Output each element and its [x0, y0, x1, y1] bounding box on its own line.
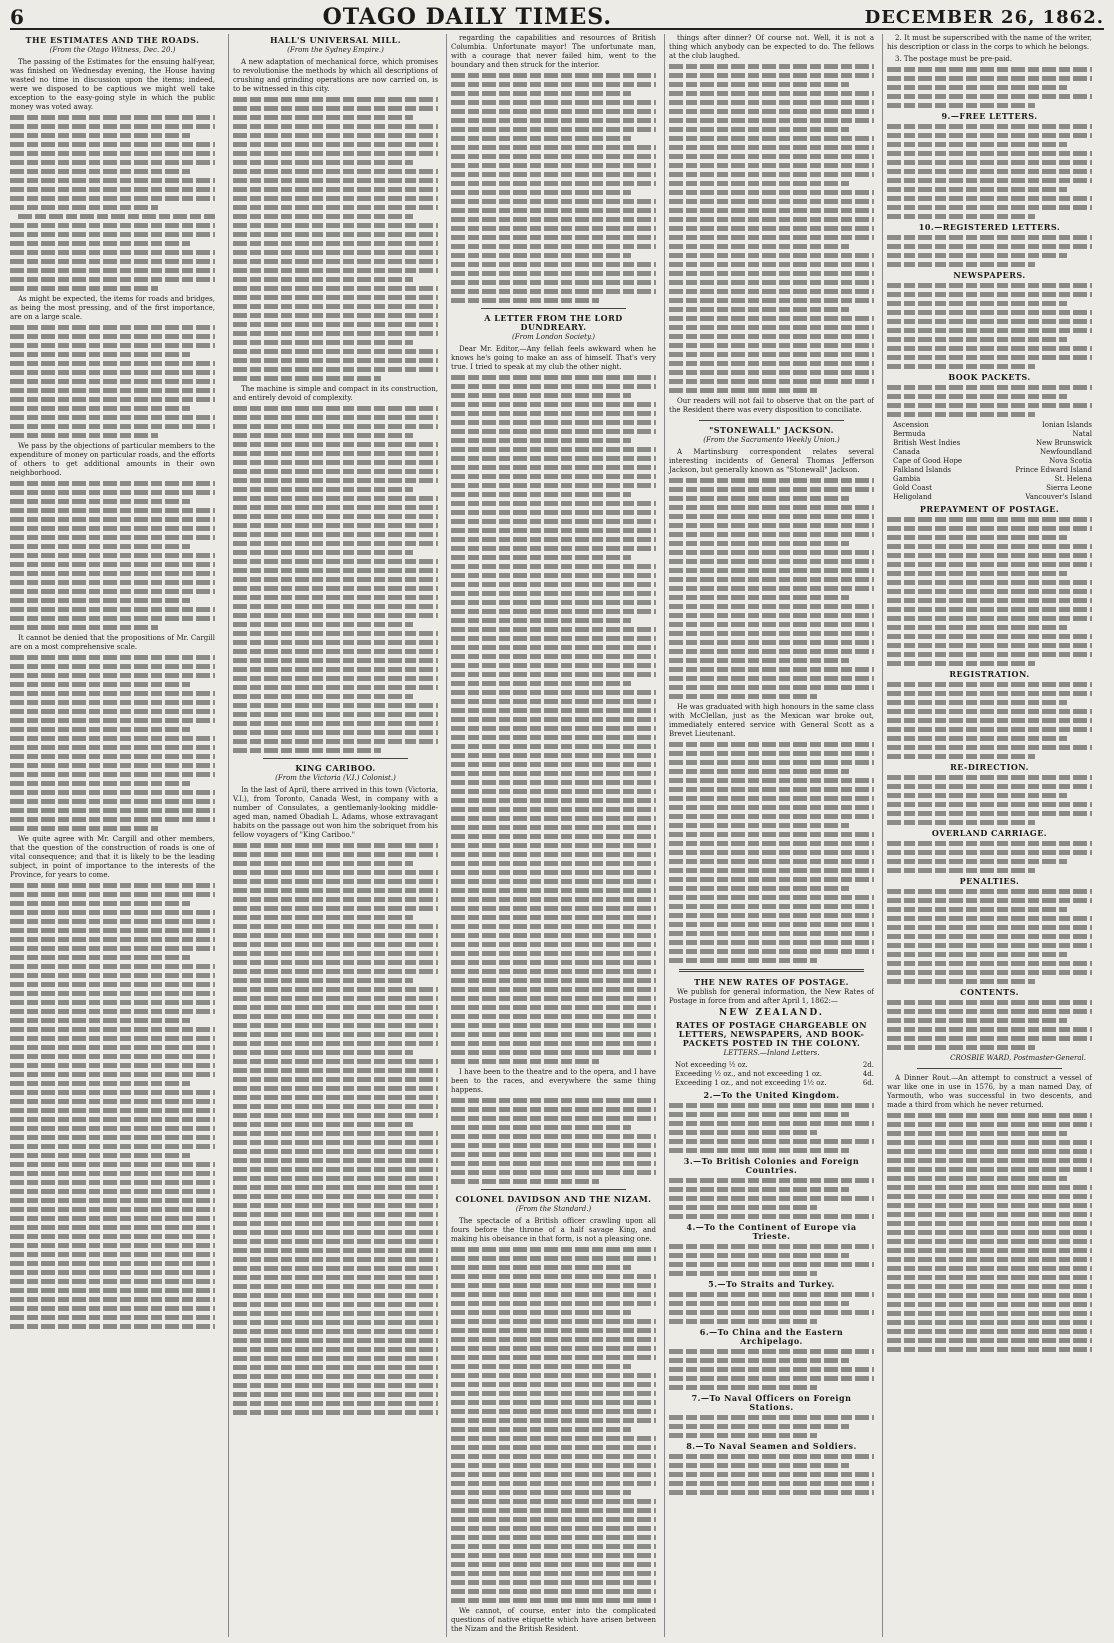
- article-heading-dundreary: A LETTER FROM THE LORD DUNDREARY.: [484, 313, 623, 332]
- section-heading: REGISTRATION.: [949, 669, 1030, 679]
- destination-pair: Ascension Ionian Islands: [893, 421, 1092, 429]
- article-heading-estimates: THE ESTIMATES AND THE ROADS.: [25, 35, 200, 45]
- section-heading: CONTENTS.: [960, 987, 1019, 997]
- destination-pair: Cape of Good Hope Nova Scotia: [893, 457, 1092, 465]
- rates-section: 2.—To the United Kingdom.: [703, 1090, 840, 1100]
- text-block: [669, 1244, 874, 1276]
- section-heading: 9.—FREE LETTERS.: [941, 111, 1038, 121]
- issue-date: DECEMBER 26, 1862.: [864, 6, 1104, 28]
- rate-row: Not exceeding ½ oz. 2d.: [675, 1061, 874, 1069]
- text-block: [451, 73, 656, 303]
- column-4: [664, 34, 874, 1637]
- paragraph: As might be expected, the items for roads and bridges, as being the most pressing, and of the first importance, are on a large scale.: [10, 295, 215, 321]
- text-block: [451, 375, 656, 1064]
- paragraph: A Dinner Rout.—An attempt to construct a vessel of war like one in use in 1576, by a man named Day, of Yarmouth, who was successful in two descents, and made a third from which he never returned.: [887, 1074, 1092, 1109]
- paragraph: regarding the capabilities and resources of British Columbia. Unfortunate mayor! The unfortunate man, with a courage that never failed him, went to the boundary and then struck for the interior.: [451, 34, 656, 69]
- paragraph: The machine is simple and compact in its construction, and entirely devoid of complexity.: [233, 385, 438, 402]
- text-block: [887, 1000, 1092, 1050]
- divider: [679, 969, 864, 972]
- paragraph: Dear Mr. Editor,—Any fellah feels awkward when he knows he's going to make an ass of himself. That's very true. I tried to speak at my club the other night.: [451, 345, 656, 371]
- text-block: [887, 841, 1092, 873]
- column-2: [228, 34, 438, 1637]
- destination-pair: Canada Newfoundland: [893, 448, 1092, 456]
- article-source: (From the Victoria (V.I.) Colonist.): [275, 774, 396, 782]
- text-block: [887, 67, 1092, 108]
- paragraph: 2. It must be superscribed with the name of the writer, his description or class in the corps to which he belongs.: [887, 34, 1092, 51]
- rate-row: Exceeding ½ oz., and not exceeding 1 oz. 4d.: [675, 1070, 874, 1078]
- paragraph: In the last of April, there arrived in this town (Victoria, V.I.), from Toronto, Canada West, in company with a number of Consulates, a gentlemanly-looking middle-aged man, named Obadiah L. Adams, whose extravagant habits on the passage out won him the sobriquet from his fellow voyagers of "King Cariboo.": [233, 786, 438, 839]
- text-block: [669, 1349, 874, 1390]
- divider: [481, 1189, 626, 1190]
- text-block: [10, 481, 215, 630]
- text-block: [669, 1454, 874, 1495]
- text-block: [887, 283, 1092, 369]
- destination-pair: Gold Coast Sierra Leone: [893, 484, 1092, 492]
- section-heading: BOOK PACKETS.: [948, 372, 1031, 382]
- text-block: [669, 1103, 874, 1153]
- divider: [263, 758, 408, 759]
- text-block: [887, 517, 1092, 666]
- text-block: [669, 1415, 874, 1438]
- paragraph: We cannot, of course, enter into the complicated questions of native etiquette which have arisen between the Nizam and the British Resident.: [451, 1607, 656, 1633]
- article-heading-davidson-nizam: COLONEL DAVIDSON AND THE NIZAM.: [455, 1194, 652, 1204]
- article-heading-postage-rates: THE NEW RATES OF POSTAGE.: [694, 977, 849, 987]
- column-1: [10, 34, 215, 1637]
- text-block: [10, 883, 215, 1329]
- section-heading: PREPAYMENT OF POSTAGE.: [919, 504, 1060, 514]
- paragraph: A new adaptation of mechanical force, which promises to revolutionise the methods by which all descriptions of crushing and grinding operations are now carried on, is to be witnessed in this city.: [233, 58, 438, 93]
- paragraph: 3. The postage must be pre-paid.: [895, 55, 1013, 63]
- text-block: [10, 325, 215, 438]
- article-heading-stonewall-jackson: "STONEWALL" JACKSON.: [709, 425, 834, 435]
- postmaster-signature: CROSBIE WARD, Postmaster-General.: [950, 1054, 1086, 1062]
- divider: [481, 308, 626, 309]
- rates-section: 7.—To Naval Officers on Foreign Stations.: [691, 1393, 852, 1412]
- text-block: [887, 682, 1092, 759]
- text-block: [887, 124, 1092, 219]
- section-heading: PENALTIES.: [959, 876, 1020, 886]
- text-block: [669, 1178, 874, 1219]
- divider: [917, 1068, 1062, 1069]
- paragraph: The spectacle of a British officer crawling upon all fours before the throne of a half savage King, and making his obeisance in that form, is not a pleasing one.: [451, 1217, 656, 1243]
- destination-pair: Bermuda Natal: [893, 430, 1092, 438]
- text-block: [10, 115, 215, 291]
- book-packet-destinations: [893, 421, 1092, 502]
- text-block: [887, 889, 1092, 984]
- rates-section: 6.—To China and the Eastern Archipelago.: [699, 1327, 844, 1346]
- rates-subheading: LETTERS.—Inland Letters.: [723, 1049, 820, 1057]
- columns: [10, 34, 1104, 1637]
- section-heading-new-zealand: NEW ZEALAND.: [719, 1008, 824, 1018]
- article-source: (From the Standard.): [515, 1205, 592, 1213]
- rates-section: 5.—To Straits and Turkey.: [708, 1279, 835, 1289]
- page-number: 6: [10, 5, 24, 29]
- rates-section: 4.—To the Continent of Europe via Trieste.: [686, 1222, 857, 1241]
- text-block: [669, 742, 874, 963]
- text-block: [669, 1292, 874, 1324]
- text-block: [233, 843, 438, 1415]
- paragraph: He was graduated with high honours in the same class with McClellan, just as the Mexican war broke out, immediately entered service with General Scott as a Brevet Lieutenant.: [669, 703, 874, 738]
- article-heading-king-cariboo: KING CARIBOO.: [295, 763, 376, 773]
- paragraph: The passing of the Estimates for the ensuing half-year, was finished on Wednesday evening, the House having wasted no time in discussion upon the items; indeed, were we disposed to be captious we might well take exception to the easy-going style in which the public money was voted away.: [10, 58, 215, 111]
- paragraph: I have been to the theatre and to the opera, and I have been to the races, and everywhere the same thing happens.: [451, 1068, 656, 1094]
- text-block: [669, 478, 874, 699]
- text-block: [887, 385, 1092, 417]
- masthead: [10, 6, 1104, 30]
- column-5: [882, 34, 1092, 1637]
- paragraph: We pass by the objections of particular members to the expenditure of money on particular roads, and the efforts of others to get additional amounts in their own neighborhood.: [10, 442, 215, 477]
- rates-section: 3.—To British Colonies and Foreign Countries.: [683, 1156, 860, 1175]
- article-source: (From the Sacramento Weekly Union.): [703, 436, 840, 444]
- section-heading: OVERLAND CARRIAGE.: [931, 828, 1048, 838]
- rates-section: 8.—To Naval Seamen and Soldiers.: [686, 1441, 857, 1451]
- text-block: [233, 97, 438, 381]
- section-heading: RE-DIRECTION.: [950, 762, 1029, 772]
- column-3: [446, 34, 656, 1637]
- section-heading: 10.—REGISTERED LETTERS.: [918, 222, 1061, 232]
- section-heading: NEWSPAPERS.: [953, 270, 1026, 280]
- destination-pair: Falkland Islands Prince Edward Island: [893, 466, 1092, 474]
- text-block: [451, 1098, 656, 1184]
- divider: [699, 420, 844, 421]
- text-block: [10, 655, 215, 831]
- article-heading-halls-mill: HALL'S UNIVERSAL MILL.: [269, 35, 402, 45]
- article-source: (From London Society.): [512, 333, 595, 341]
- destination-pair: British West Indies New Brunswick: [893, 439, 1092, 447]
- newspaper-title: OTAGO DAILY TIMES.: [322, 4, 613, 30]
- article-source: (From the Sydney Empire.): [287, 46, 384, 54]
- text-block: [669, 64, 874, 393]
- rates-list: [675, 1061, 874, 1088]
- rates-heading: RATES OF POSTAGE CHARGEABLE ON LETTERS, NEWSPAPERS, AND BOOK-PACKETS POSTED IN THE COLONY.: [675, 1020, 868, 1048]
- article-source: (From the Otago Witness, Dec. 20.): [49, 46, 176, 54]
- paragraph: A Martinsburg correspondent relates several interesting incidents of General Thomas Jefferson Jackson, but generally known as "Stonewall" Jackson.: [669, 448, 874, 474]
- destination-pair: Gambia St. Helena: [893, 475, 1092, 483]
- text-block: [451, 1247, 656, 1603]
- destination-pair: Heligoland Vancouver's Island: [893, 493, 1092, 501]
- text-block: [887, 235, 1092, 267]
- text-block: [887, 1113, 1092, 1352]
- paragraph: Our readers will not fail to observe that on the part of the Resident there was every disposition to conciliate.: [669, 397, 874, 414]
- rate-row: Exceeding 1 oz., and not exceeding 1½ oz. 6d.: [675, 1079, 874, 1087]
- paragraph: It cannot be denied that the propositions of Mr. Cargill are on a most comprehensive scale.: [10, 634, 215, 651]
- paragraph: We publish for general information, the New Rates of Postage in force from and after April 1, 1862:—: [669, 988, 874, 1005]
- text-block: [887, 775, 1092, 825]
- paragraph: things after dinner? Of course not. Well, it is not a thing which anybody can be expected to do. The fellows at the club laughed.: [669, 34, 874, 60]
- paragraph: We quite agree with Mr. Cargill and other members, that the question of the construction of roads is one of vital consequence; and that it is likely to be the leading subject, in point of importance to the interests of the Province, for years to come.: [10, 835, 215, 879]
- text-block: [233, 406, 438, 753]
